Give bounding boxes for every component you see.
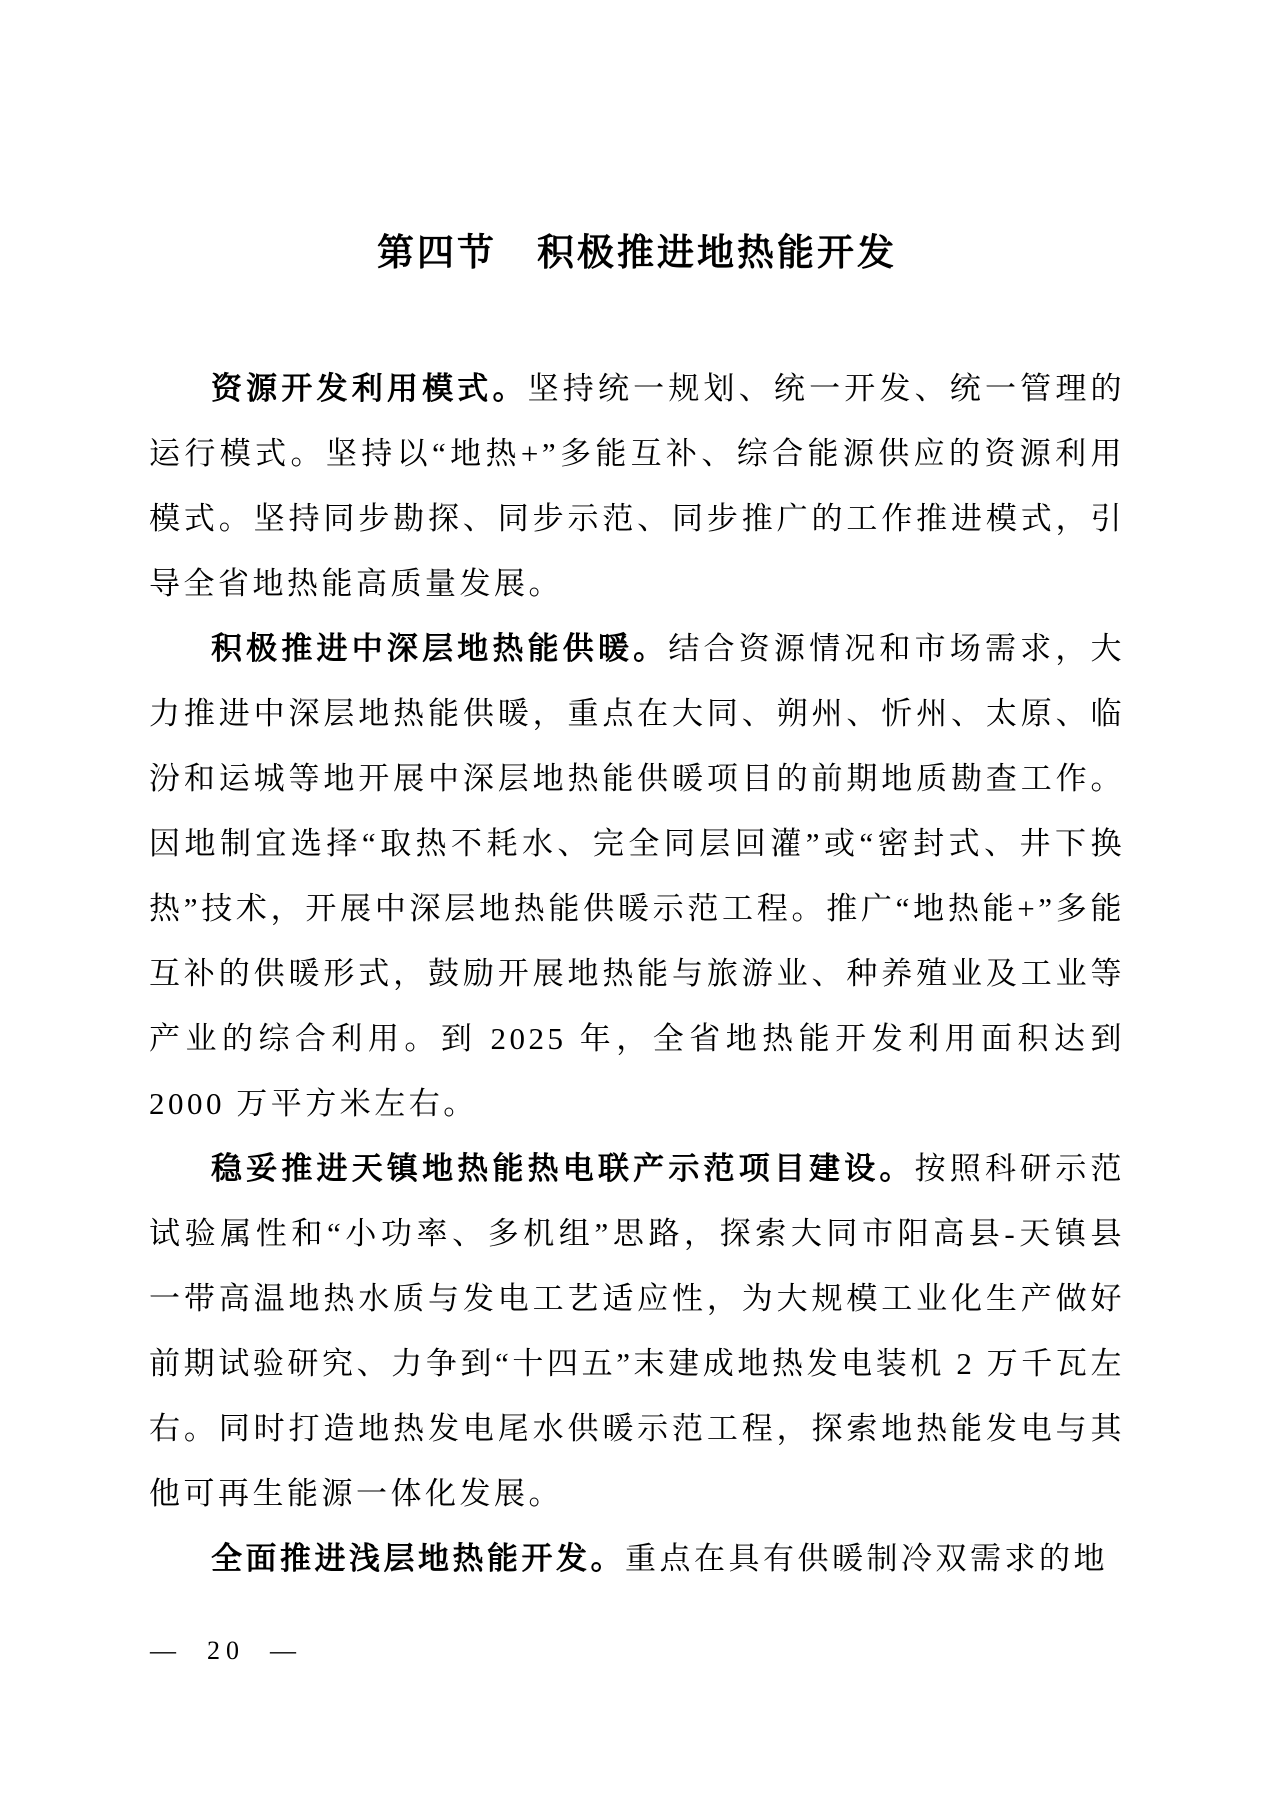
section-title: 第四节 积极推进地热能开发 bbox=[377, 233, 897, 274]
paragraph-text: 结合资源情况和市场需求，大力推进中深层地热能供暖，重点在大同、朔州、忻州、太原、临汾和运城等地开展中深层地热能供暖项目的前期地质勘查工作。因地制宜选择“取热不耗水、完全同层回灌”或“密封式、井下换热”技术，开展中深层地热能供暖示范工程。推广“地热能+”多能互补的供暖形式，鼓励开展地热能与旅游业、种养殖业及工业等产业的综合利用。到 2025 年，全省地热能开发利用面积达到 2000 万平方米左右。 bbox=[149, 631, 1126, 1121]
paragraph bbox=[149, 616, 1125, 1136]
paragraph bbox=[149, 1526, 1125, 1591]
paragraph-lead: 积极推进中深层地热能供暖。 bbox=[211, 631, 669, 666]
paragraph bbox=[149, 356, 1125, 616]
paragraph-lead: 全面推进浅层地热能开发。 bbox=[211, 1541, 625, 1576]
paragraph-lead: 稳妥推进天镇地热能热电联产示范项目建设。 bbox=[211, 1151, 915, 1186]
paragraph-text: 按照科研示范试验属性和“小功率、多机组”思路，探索大同市阳高县-天镇县一带高温地热水质与发电工艺适应性，为大规模工业化生产做好前期试验研究、力争到“十四五”末建成地热发电装机 2 万千瓦左右。同时打造地热发电尾水供暖示范工程，探索地热能发电与其他可再生能源一体化发展。 bbox=[149, 1151, 1126, 1511]
paragraph-lead: 资源开发利用模式。 bbox=[211, 371, 528, 406]
document-body bbox=[149, 356, 1125, 1591]
paragraph-text: 坚持统一规划、统一开发、统一管理的运行模式。坚持以“地热+”多能互补、综合能源供应的资源利用模式。坚持同步勘探、同步示范、同步推广的工作推进模式，引导全省地热能高质量发展。 bbox=[149, 371, 1126, 601]
paragraph-text: 重点在具有供暖制冷双需求的地 bbox=[625, 1541, 1108, 1576]
paragraph bbox=[149, 1136, 1125, 1526]
page-number: — 20 — bbox=[150, 1636, 302, 1665]
